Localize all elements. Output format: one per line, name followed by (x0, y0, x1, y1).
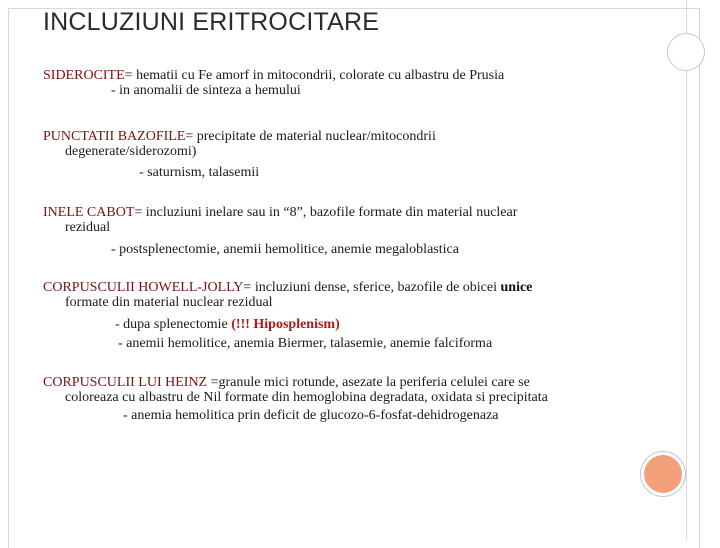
entry-detail: - postsplenectomie, anemii hemolitice, anemie megaloblastica (111, 242, 459, 257)
entry-detail-2: - anemii hemolitice, anemia Biermer, talasemie, anemie falciforma (118, 336, 493, 351)
decorative-circle-top (667, 33, 705, 71)
entry-term: CORPUSCULII LUI HEINZ (43, 375, 208, 390)
decorative-circle-bottom (640, 451, 686, 497)
entry-inele-cabot (43, 205, 668, 257)
entry-definition (43, 375, 668, 390)
entry-def-continued: coloreaza cu albastru de Nil formate din hemoglobina degradata, oxidata si precipitata (65, 390, 548, 405)
entry-siderocite (43, 68, 668, 98)
entry-detail: - in anomalii de sinteza a hemului (111, 83, 301, 98)
entry-def-strong: unice (500, 280, 533, 295)
entry-detail-text: - dupa splenectomie (115, 317, 228, 332)
entry-def: = precipitate de material nuclear/mitocondrii (185, 129, 436, 144)
entry-detail: - saturnism, talasemii (139, 165, 260, 180)
entry-def: = hematii cu Fe amorf in mitocondrii, colorate cu albastru de Prusia (124, 68, 505, 83)
entry-def-continued: formate din material nuclear rezidual (65, 295, 273, 310)
entry-def-continued: degenerate/siderozomi) (65, 144, 197, 159)
entry-heinz (43, 375, 668, 423)
entry-definition (43, 280, 668, 295)
slide-title: INCLUZIUNI ERITROCITARE (43, 8, 380, 36)
entry-definition (43, 68, 668, 83)
entry-term: SIDEROCITE (43, 68, 125, 83)
entry-definition (43, 129, 668, 144)
entry-punctatii-bazofile (43, 129, 668, 180)
entry-detail (43, 317, 668, 332)
entry-def: = incluziuni inelare sau in “8”, bazofile formate din material nuclear (134, 205, 518, 220)
entry-howell-jolly (43, 280, 668, 351)
entry-term: CORPUSCULII HOWELL-JOLLY (43, 280, 244, 295)
entry-def-continued: rezidual (65, 220, 111, 235)
entry-term: PUNCTATII BAZOFILE (43, 129, 186, 144)
entry-detail-emphasis: (!!! Hiposplenism) (231, 317, 340, 332)
entry-detail: - anemia hemolitica prin deficit de glucozo-6-fosfat-dehidrogenaza (123, 408, 499, 423)
entry-def: =granule mici rotunde, asezate la periferia celulei care se (210, 375, 530, 390)
right-divider (686, 0, 687, 540)
entry-term: INELE CABOT (43, 205, 135, 220)
entry-def: = incluziuni dense, sferice, bazofile de obicei (243, 280, 497, 295)
entry-definition (43, 205, 668, 220)
